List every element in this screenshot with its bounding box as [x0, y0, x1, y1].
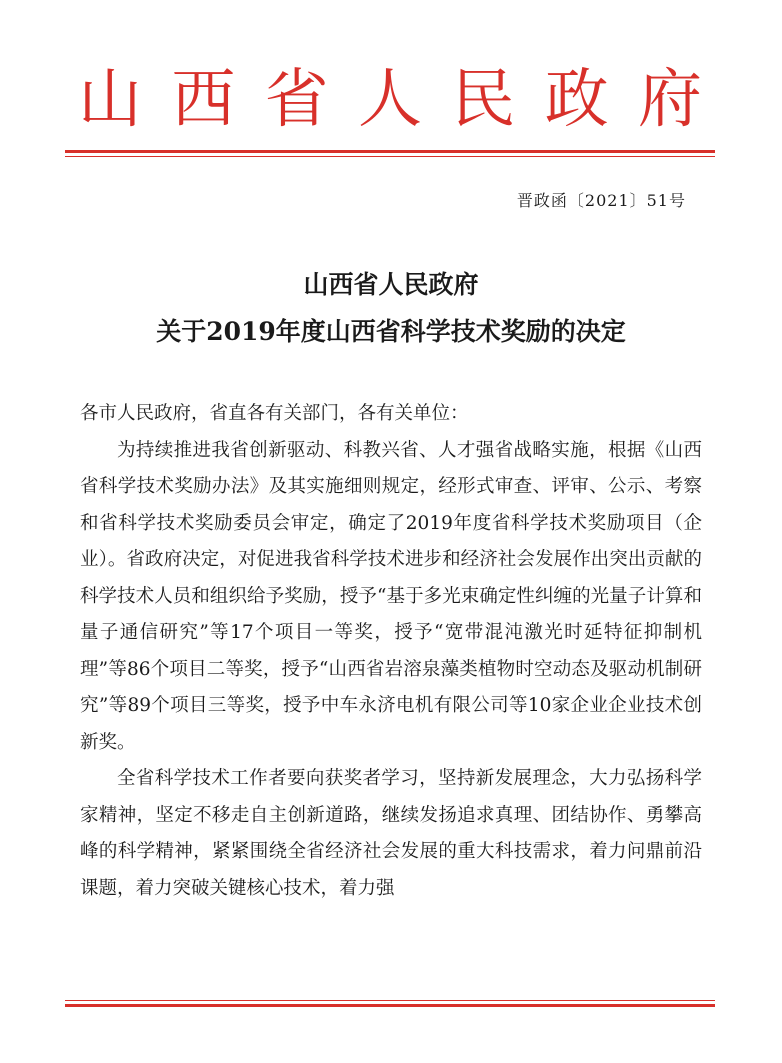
masthead-char: 政 [544, 63, 609, 137]
paragraph-1: 为持续推进我省创新驱动、科教兴省、人才强省战略实施，根据《山西省科学技术奖励办法》及其实施细则规定，经形式审查、评审、公示、考察和省科学技术奖励委员会审定，确定了2019年度省科学技术奖励项目（企业）。省政府决定，对促进我省科学技术进步和经济社会发展作出突出贡献的科学技术人员和组织给予奖励，授予“基于多光束确定性纠缠的光量子计算和量子通信研究”等17个项目一等奖，授予“宽带混沌激光时延特征抑制机理”等86个项目二等奖，授予“山西省岩溶泉藻类植物时空动态及驱动机制研究”等89个项目三等奖，授予中车永济电机有限公司等10家企业企业技术创新奖。 [80, 439, 702, 753]
paragraph-2: 全省科学技术工作者要向获奖者学习，坚持新发展理念，大力弘扬科学家精神，坚定不移走自主创新道路，继续发扬追求真理、团结协作、勇攀高峰的科学精神，紧紧围绕全省经济社会发展的重大科技需求，着力问鼎前沿课题，着力突破关键核心技术，着力强 [80, 768, 702, 899]
masthead-char: 民 [451, 63, 516, 137]
header-divider-thin [65, 156, 715, 157]
footer-divider-thin [65, 1000, 715, 1001]
document-title-line-2: 关于2019年度山西省科学技术奖励的决定 [156, 317, 626, 346]
masthead-char: 省 [264, 63, 329, 137]
issuer-masthead [70, 60, 710, 140]
masthead-char: 山 [78, 63, 142, 137]
masthead-char: 人 [357, 63, 422, 137]
document-title-line-1: 山西省人民政府 [303, 270, 479, 299]
document-number: 晋政函〔2021〕51号 [516, 191, 686, 210]
header-divider-thick [65, 150, 715, 153]
footer-divider-thick [65, 1004, 715, 1007]
masthead-char: 西 [171, 63, 236, 137]
document-body [80, 396, 702, 907]
salutation: 各市人民政府，省直各有关部门，各有关单位： [80, 403, 469, 424]
masthead-char: 府 [637, 63, 702, 137]
